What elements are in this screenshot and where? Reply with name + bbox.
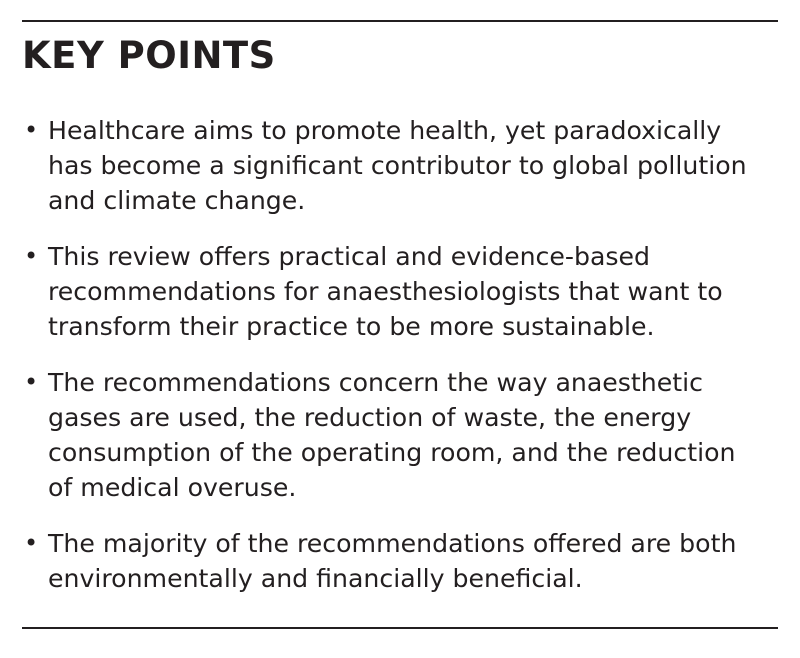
- list-item: [24, 239, 764, 344]
- list-item-text: Healthcare aims to promote health, yet paradoxically has become a significant contributor to global pollution and climate change.: [48, 116, 747, 215]
- key-points-heading: KEY POINTS: [22, 34, 276, 77]
- bullet-icon: •: [24, 116, 39, 144]
- list-item-text: The majority of the recommendations offered are both environmentally and financially beneficial.: [48, 529, 737, 593]
- top-rule: [22, 20, 778, 22]
- list-item-text: The recommendations concern the way anaesthetic gases are used, the reduction of waste, the energy consumption of the operating room, and the reduction of medical overuse.: [48, 368, 736, 502]
- list-item: [24, 113, 764, 218]
- bottom-rule: [22, 627, 778, 629]
- list-item: [24, 526, 764, 596]
- bullet-icon: •: [24, 529, 39, 557]
- key-points-list: [24, 113, 764, 596]
- bullet-icon: •: [24, 368, 39, 396]
- list-item: [24, 365, 764, 505]
- list-item-text: This review offers practical and evidence-based recommendations for anaesthesiologists that want to transform their practice to be more sustainable.: [48, 242, 723, 341]
- bullet-icon: •: [24, 242, 39, 270]
